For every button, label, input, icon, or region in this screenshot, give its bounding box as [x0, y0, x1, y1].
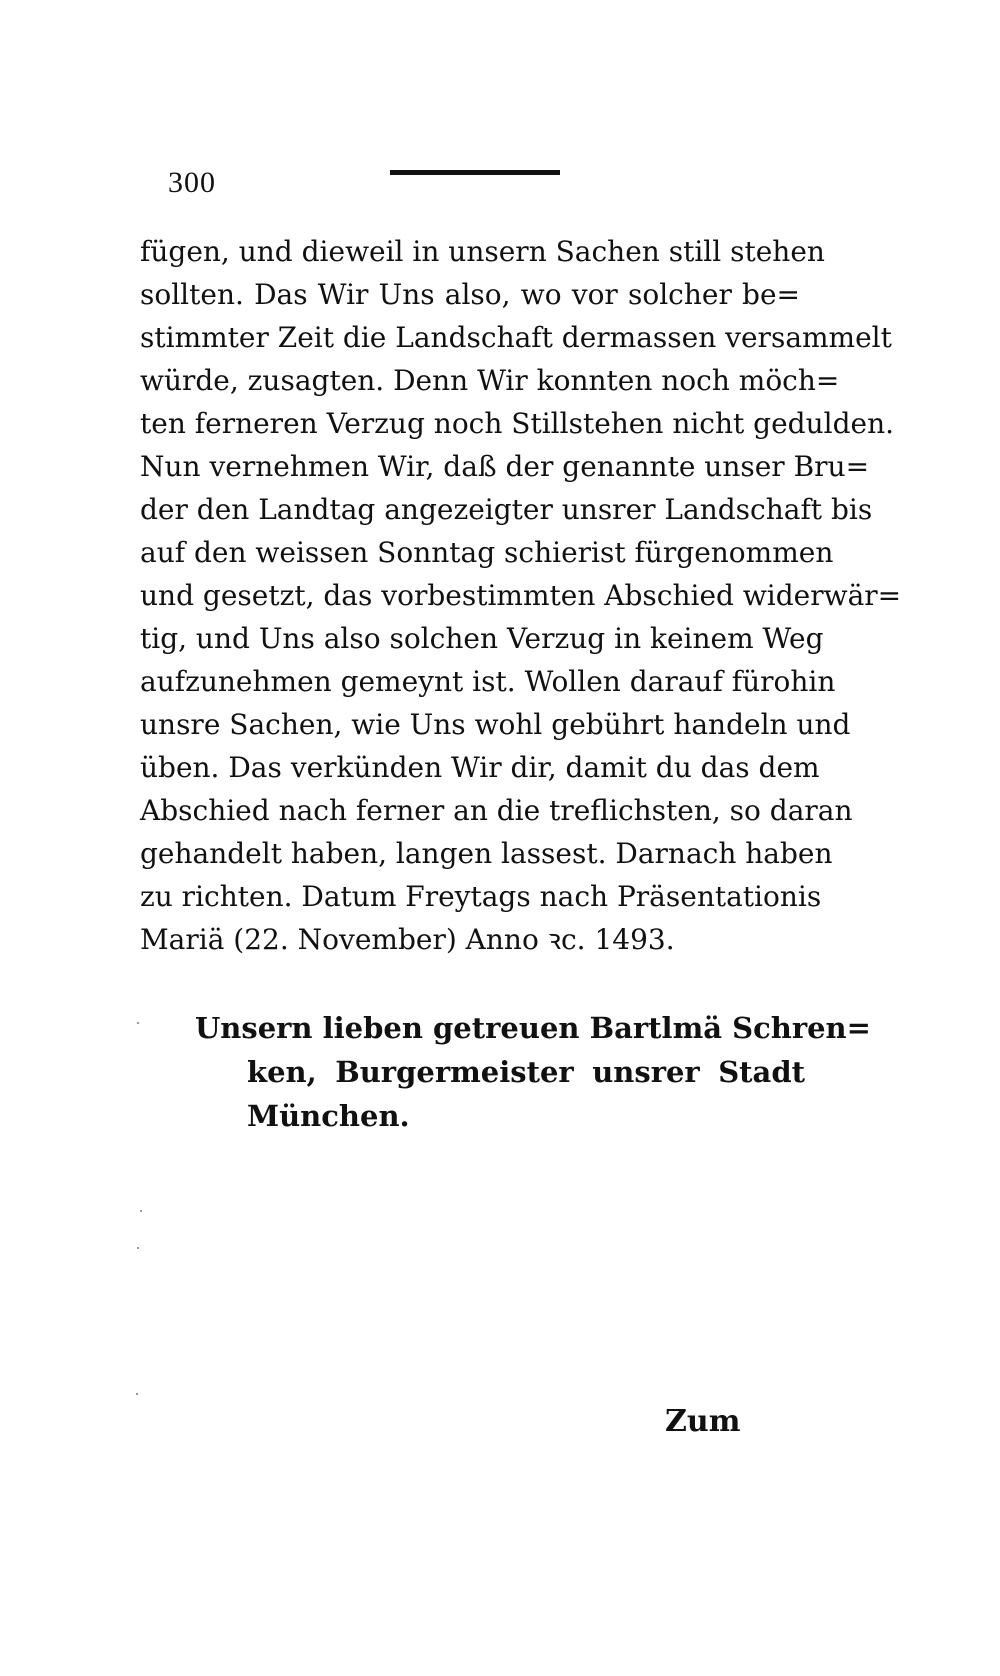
- text-line: gehandelt haben, langen lassest. Darnach haben: [140, 837, 833, 870]
- paper-speck: [137, 1022, 139, 1024]
- letter-address: [195, 1006, 871, 1138]
- text-line: Abschied nach ferner an die treflichsten, so daran: [140, 794, 853, 827]
- text-line: der den Landtag angezeigter unsrer Landschaft bis: [140, 493, 873, 526]
- text-line: und gesetzt, das vorbestimmten Abschied widerwär=: [140, 579, 902, 612]
- text-line-last: Mariä (22. November) Anno ꝛc. 1493.: [140, 923, 675, 956]
- text-line: würde, zusagten. Denn Wir konnten noch möch=: [140, 364, 840, 397]
- text-line: stimmter Zeit die Landschaft dermassen versammelt: [140, 321, 892, 354]
- text-line: aufzunehmen gemeynt ist. Wollen darauf fürohin: [140, 665, 836, 698]
- text-line: fügen, und dieweil in unsern Sachen still stehen: [140, 235, 825, 268]
- text-line: sollten. Das Wir Uns also, wo vor solcher be=: [140, 278, 800, 311]
- catchword: Zum: [665, 1404, 741, 1439]
- body-text: [140, 230, 902, 961]
- text-line: auf den weissen Sonntag schierist fürgenommen: [140, 536, 834, 569]
- address-line: Unsern lieben getreuen Bartlmä Schren=: [195, 1011, 871, 1045]
- text-line: ten ferneren Verzug noch Stillstehen nicht gedulden.: [140, 407, 895, 440]
- address-line: ken, Burgermeister unsrer Stadt: [247, 1055, 805, 1089]
- paper-speck: [137, 1247, 139, 1249]
- text-line: unsre Sachen, wie Uns wohl gebührt handeln und: [140, 708, 851, 741]
- address-line: München.: [247, 1099, 410, 1133]
- header-rule: [390, 170, 560, 175]
- paper-speck: [136, 1393, 138, 1395]
- page-number: 300: [168, 166, 216, 199]
- text-line: zu richten. Datum Freytags nach Präsentationis: [140, 880, 822, 913]
- text-line: üben. Das verkünden Wir dir, damit du das dem: [140, 751, 820, 784]
- paper-speck: [140, 1210, 142, 1212]
- text-line: Nun vernehmen Wir, daß der genannte unser Bru=: [140, 450, 870, 483]
- text-line: tig, und Uns also solchen Verzug in keinem Weg: [140, 622, 824, 655]
